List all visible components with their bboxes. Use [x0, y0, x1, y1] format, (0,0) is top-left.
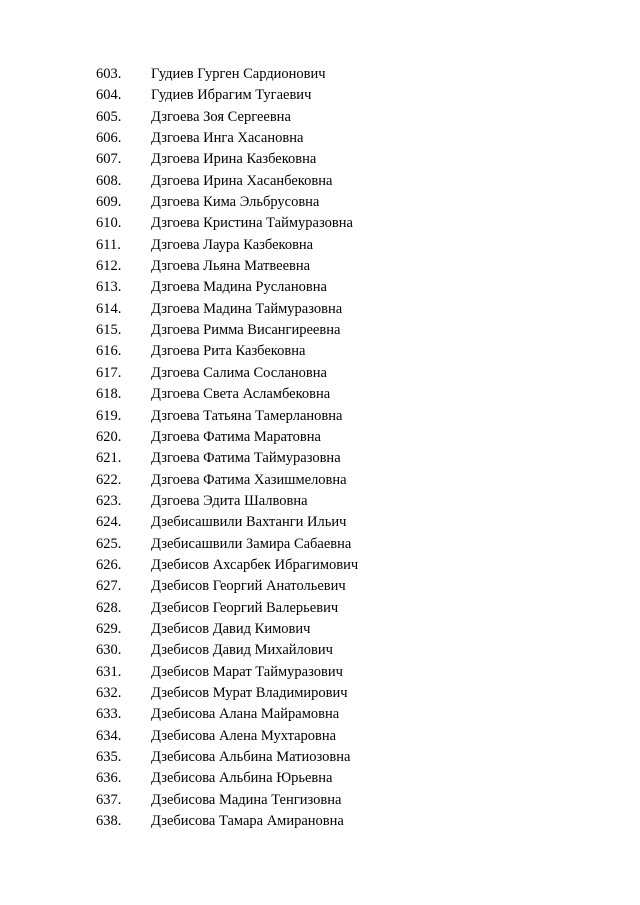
item-name: Дзгоева Татьяна Тамерлановна — [151, 407, 343, 424]
item-name: Дзебисова Альбина Юрьевна — [151, 770, 333, 787]
item-name: Дзгоева Фатима Таймуразовна — [151, 450, 341, 467]
item-number: 617. — [96, 364, 122, 381]
item-name: Дзгоева Инга Хасановна — [151, 130, 304, 147]
list-item — [96, 534, 576, 555]
list-item — [96, 576, 576, 597]
list-item — [96, 128, 576, 149]
list-item — [96, 555, 576, 576]
item-name: Дзгоева Света Асламбековна — [151, 386, 331, 403]
item-name: Дзгоева Фатима Маратовна — [151, 428, 321, 445]
item-name: Дзебисов Давид Кимович — [151, 620, 311, 637]
list-item — [96, 662, 576, 683]
list-item — [96, 640, 576, 661]
item-number: 608. — [96, 172, 122, 189]
item-name: Дзебисашвили Вахтанги Ильич — [151, 514, 347, 531]
item-name: Дзебисова Альбина Матиозовна — [151, 749, 351, 765]
item-number: 605. — [96, 108, 122, 125]
item-number: 626. — [96, 556, 122, 573]
item-number: 615. — [96, 322, 122, 339]
item-number: 621. — [96, 450, 122, 467]
item-number: 603. — [96, 66, 122, 82]
item-name: Дзгоева Фатима Хазишмеловна — [151, 471, 347, 488]
item-name: Дзебисов Марат Таймуразович — [151, 663, 343, 680]
item-number: 638. — [96, 813, 122, 830]
item-number: 619. — [96, 407, 122, 424]
item-number: 628. — [96, 599, 122, 616]
item-name: Гудиев Гурген Сардионович — [151, 66, 326, 82]
item-number: 631. — [96, 663, 122, 680]
item-number: 629. — [96, 620, 122, 637]
list-item — [96, 107, 576, 128]
list-item — [96, 406, 576, 427]
list-item — [96, 726, 576, 747]
item-number: 623. — [96, 492, 122, 509]
list-item — [96, 213, 576, 234]
item-name: Гудиев Ибрагим Тугаевич — [151, 87, 312, 104]
list-item — [96, 299, 576, 320]
item-number: 620. — [96, 428, 122, 445]
item-name: Дзгоева Зоя Сергеевна — [151, 108, 291, 125]
list-item — [96, 64, 576, 85]
item-number: 635. — [96, 749, 122, 765]
item-name: Дзгоева Лаура Казбековна — [151, 236, 314, 253]
list-item — [96, 341, 576, 362]
item-name: Дзебисова Алана Майрамовна — [151, 706, 340, 723]
item-number: 610. — [96, 215, 122, 232]
list-item — [96, 491, 576, 512]
item-name: Дзгоева Кристина Таймуразовна — [151, 215, 353, 232]
list-item — [96, 363, 576, 384]
item-number: 632. — [96, 684, 122, 701]
item-number: 634. — [96, 727, 122, 744]
list-item — [96, 256, 576, 277]
list-item — [96, 192, 576, 213]
list-item — [96, 384, 576, 405]
item-name: Дзгоева Ирина Хасанбековна — [151, 172, 333, 189]
item-name: Дзгоева Мадина Таймуразовна — [151, 300, 343, 317]
name-list — [96, 64, 576, 832]
item-name: Дзебисов Георгий Анатольевич — [151, 578, 346, 595]
list-item — [96, 747, 576, 768]
item-name: Дзгоева Ирина Казбековна — [151, 151, 317, 168]
item-number: 618. — [96, 386, 122, 403]
item-name: Дзгоева Салима Сослановна — [151, 364, 327, 381]
item-name: Дзебисова Мадина Тенгизовна — [151, 791, 342, 808]
list-item — [96, 512, 576, 533]
item-number: 625. — [96, 535, 122, 552]
item-number: 607. — [96, 151, 122, 168]
item-name: Дзгоева Мадина Руслановна — [151, 279, 327, 296]
item-number: 606. — [96, 130, 122, 147]
list-item — [96, 235, 576, 256]
item-name: Дзгоева Кима Эльбрусовна — [151, 194, 320, 211]
item-name: Дзгоева Рита Казбековна — [151, 343, 306, 360]
item-number: 637. — [96, 791, 122, 808]
item-number: 636. — [96, 770, 122, 787]
item-number: 622. — [96, 471, 122, 488]
list-item — [96, 683, 576, 704]
item-number: 604. — [96, 87, 122, 104]
list-item — [96, 619, 576, 640]
item-name: Дзебисов Давид Михайлович — [151, 642, 333, 659]
item-number: 613. — [96, 279, 122, 296]
list-item — [96, 448, 576, 469]
item-number: 627. — [96, 578, 122, 595]
item-name: Дзебисова Тамара Амирановна — [151, 813, 344, 830]
item-number: 614. — [96, 300, 122, 317]
item-number: 612. — [96, 258, 122, 275]
list-item — [96, 171, 576, 192]
list-item — [96, 704, 576, 725]
list-item — [96, 427, 576, 448]
list-item — [96, 277, 576, 298]
item-number: 630. — [96, 642, 122, 659]
list-item — [96, 768, 576, 789]
list-item — [96, 598, 576, 619]
item-number: 611. — [96, 236, 121, 253]
list-item — [96, 470, 576, 491]
item-name: Дзебисов Мурат Владимирович — [151, 684, 348, 701]
item-name: Дзгоева Римма Висангиреевна — [151, 322, 341, 339]
list-item — [96, 790, 576, 811]
list-item — [96, 85, 576, 106]
item-number: 609. — [96, 194, 122, 211]
item-name: Дзебисашвили Замира Сабаевна — [151, 535, 352, 552]
list-item — [96, 149, 576, 170]
list-item — [96, 320, 576, 341]
item-name: Дзебисов Ахсарбек Ибрагимович — [151, 556, 359, 573]
item-number: 624. — [96, 514, 122, 531]
item-name: Дзебисова Алена Мухтаровна — [151, 727, 337, 744]
list-item — [96, 811, 576, 832]
item-name: Дзгоева Эдита Шалвовна — [151, 492, 308, 509]
item-number: 616. — [96, 343, 122, 360]
item-name: Дзгоева Льяна Матвеевна — [151, 258, 311, 275]
item-number: 633. — [96, 706, 122, 723]
item-name: Дзебисов Георгий Валерьевич — [151, 599, 339, 616]
